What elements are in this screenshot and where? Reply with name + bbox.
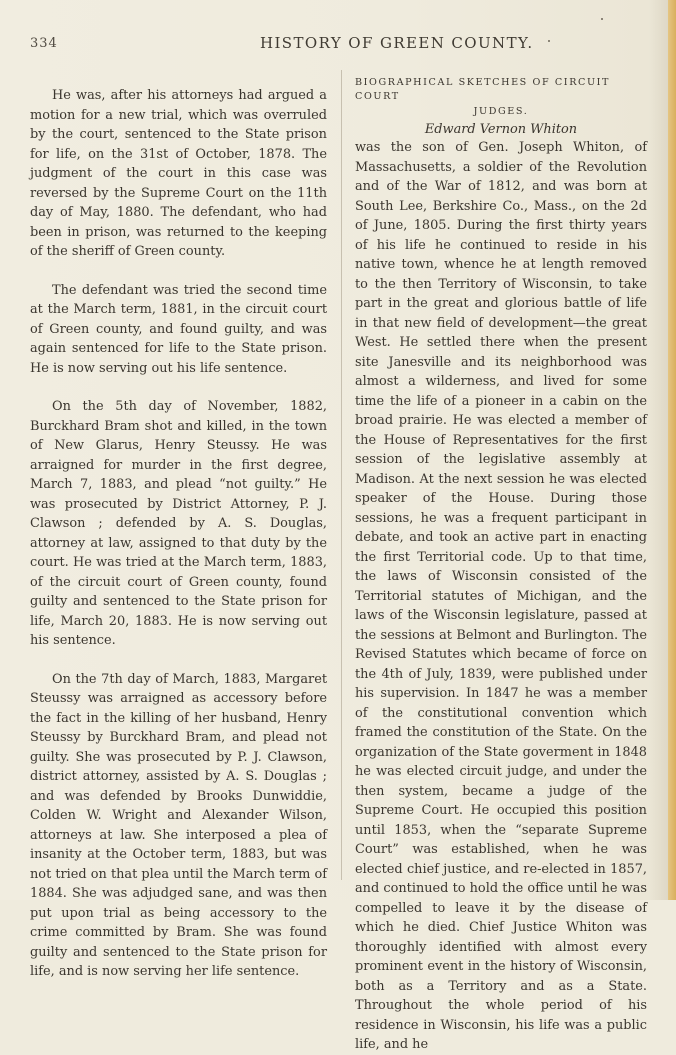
page-edge: [668, 0, 676, 900]
paragraph: On the 7th day of March, 1883, Margaret Steussy was arraigned as accessory before the fact in the killing of her husband, Henry Steussy by Burckhard Bram, and plead not guilty. She was prosecuted by P. J. Clawson, district attorney, assisted by A. S. Douglas ; and was defended by Brooks Dunwiddie, Colden W. Wright and Alexander Wilson, attorneys at law. She interposed a plea of insanity at the October term, 1883, but was not tried on that plea until the March term of 1884. She was adjudged sane, and was then put upon trial as being accessory to the crime committed by Bram. She was found guilty and sentenced to the State prison for life, and is now serving her life sentence.: [30, 671, 328, 979]
paragraph: The defendant was tried the second time at the March term, 1881, in the circuit court of Green county, and found guilty, and was again sentenced for life to the State prison. He is now serving out his life sentence.: [30, 282, 327, 376]
left-column: [30, 86, 327, 1001]
biography-text: was the son of Gen. Joseph Whiton, of Massachusetts, a soldier of the Revolution and of the War of 1812, and was born at South Lee, Berkshire Co., Mass., on the 2d of June, 1805. During the first thirty years of his life he continued to reside in his native town, whence he at length removed to the then Territory of Wisconsin, to take part in the great and glorious battle of life in that new field of development—the great West. He settled there when the present site Janesville and its neighborhood was almost a wilderness, and lived for some time the life of a pioneer in a cabin on the broad prairie. He was elected a member of the House of Representatives for the first session of the legislative assembly at Madison. At the next session he was elected speaker of the House. During those sessions, he was a frequent participant in debate, and took an active part in enacting the first Territorial code. Up to that time, the laws of Wisconsin consisted of the Territorial statutes of Michigan, and the laws of the Wisconsin legislature, passed at the sessions at Belmont and Burlington. The Revised Statutes which became of force on the 4th of July, 1839, were published under his supervision. In 1847 he was a member of the constitutional convention which framed the constitution of the State. On the organization of the State goverment in 1848 he was elected circuit judge, and under the then system, became a judge of the Supreme Court. He occupied this position until 1853, when the “separate Supreme Court” was established, when he was elected chief justice, and re-elected in 1857, and continued to hold the office until he was compelled to leave it by the disease of which he died. Chief Justice Whiton was thoroughly identified with almost every prominent event in the history of Wisconsin, both as a Territory and as a State. Throughout the whole period of his residence in Wisconsin, his life was a public life, and he: [355, 140, 647, 1052]
page-number: 334: [30, 36, 58, 51]
paper-speck: [548, 40, 550, 42]
paper-speck: [601, 18, 603, 20]
section-heading: BIOGRAPHICAL SKETCHES OF CIRCUIT COURT: [355, 77, 611, 102]
page-header: [30, 34, 650, 56]
right-column: [355, 77, 647, 1055]
paragraph: He was, after his attorneys had argued a motion for a new trial, which was overruled by the court, sentenced to the State prison for life, on the 31st of October, 1878. The judgment of the court in this case was reversed by the Supreme Court on the 11th day of May, 1880. The defendant, who had been in prison, was returned to the keeping of the sheriff of Green county.: [30, 88, 327, 259]
column-divider: [341, 70, 342, 880]
paragraph: On the 5th day of November, 1882, Burckhard Bram shot and killed, in the town of New Glarus, Henry Steussy. He was arraigned for murder in the first degree, March 7, 1883, and plead “not guilty.” He was prosecuted by District Attorney, P. J. Clawson ; defended by A. S. Douglas, attorney at law, assigned to that duty by the court. He was tried at the March term, 1883, of the circuit court of Green county, found guilty and sentenced to the State prison for life, March 20, 1883. He is now serving out his sentence.: [30, 399, 327, 648]
running-title: HISTORY OF GREEN COUNTY.: [260, 34, 534, 52]
section-heading-continued: JUDGES.: [473, 106, 529, 117]
judge-name: Edward Vernon Whiton: [424, 122, 578, 137]
